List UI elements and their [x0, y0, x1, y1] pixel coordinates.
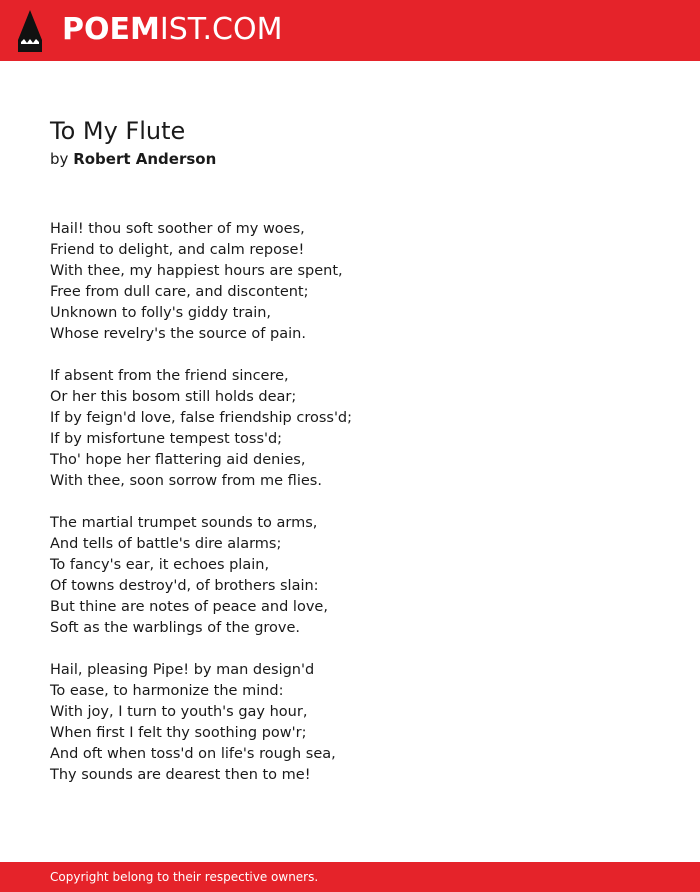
- author-name: Robert Anderson: [73, 150, 217, 168]
- poem-line: Unknown to folly's giddy train,: [50, 305, 272, 321]
- poem-line: With joy, I turn to youth's gay hour,: [50, 704, 308, 720]
- logo-thin-text: IST.COM: [159, 12, 283, 47]
- pencil-icon[interactable]: [18, 10, 42, 52]
- poem-line: But thine are notes of peace and love,: [50, 599, 328, 615]
- site-logo[interactable]: [62, 13, 282, 47]
- logo-bold-text: POEM: [62, 12, 160, 47]
- poem-line: Of towns destroy'd, of brothers slain:: [50, 578, 319, 594]
- poem-line: Or her this bosom still holds dear;: [50, 389, 297, 405]
- site-footer: [0, 862, 700, 892]
- poem-line: If absent from the friend sincere,: [50, 368, 289, 384]
- poem-body: [50, 219, 650, 807]
- stanza: [50, 366, 650, 492]
- poem-line: The martial trumpet sounds to arms,: [50, 515, 318, 531]
- poem-line: If by feign'd love, false friendship cross'd;: [50, 410, 353, 426]
- stanza: [50, 513, 650, 639]
- poem-line: When first I felt thy soothing pow'r;: [50, 725, 307, 741]
- byline: [50, 149, 216, 169]
- poem-title: To My Flute: [50, 117, 186, 145]
- stanza: [50, 660, 650, 786]
- poem-line: Thy sounds are dearest then to me!: [50, 767, 311, 783]
- byline-prefix: by: [50, 150, 69, 168]
- poem-line: Free from dull care, and discontent;: [50, 284, 309, 300]
- poem-line: Friend to delight, and calm repose!: [50, 242, 305, 258]
- poem-line: To ease, to harmonize the mind:: [50, 683, 284, 699]
- poem-line: If by misfortune tempest toss'd;: [50, 431, 283, 447]
- poem-line: Tho' hope her flattering aid denies,: [50, 452, 306, 468]
- stanza: [50, 219, 650, 345]
- poem-line: Soft as the warblings of the grove.: [50, 620, 301, 636]
- poem-line: With thee, soon sorrow from me flies.: [50, 473, 322, 489]
- poem-line: Hail! thou soft soother of my woes,: [50, 221, 305, 237]
- poem-line: To fancy's ear, it echoes plain,: [50, 557, 270, 573]
- poem-line: And oft when toss'd on life's rough sea,: [50, 746, 336, 762]
- copyright-text: Copyright belong to their respective owners.: [50, 870, 319, 884]
- site-header: [0, 0, 700, 61]
- poem-line: With thee, my happiest hours are spent,: [50, 263, 343, 279]
- poem-line: Whose revelry's the source of pain.: [50, 326, 306, 342]
- poem-line: And tells of battle's dire alarms;: [50, 536, 282, 552]
- poem-line: Hail, pleasing Pipe! by man design'd: [50, 662, 315, 678]
